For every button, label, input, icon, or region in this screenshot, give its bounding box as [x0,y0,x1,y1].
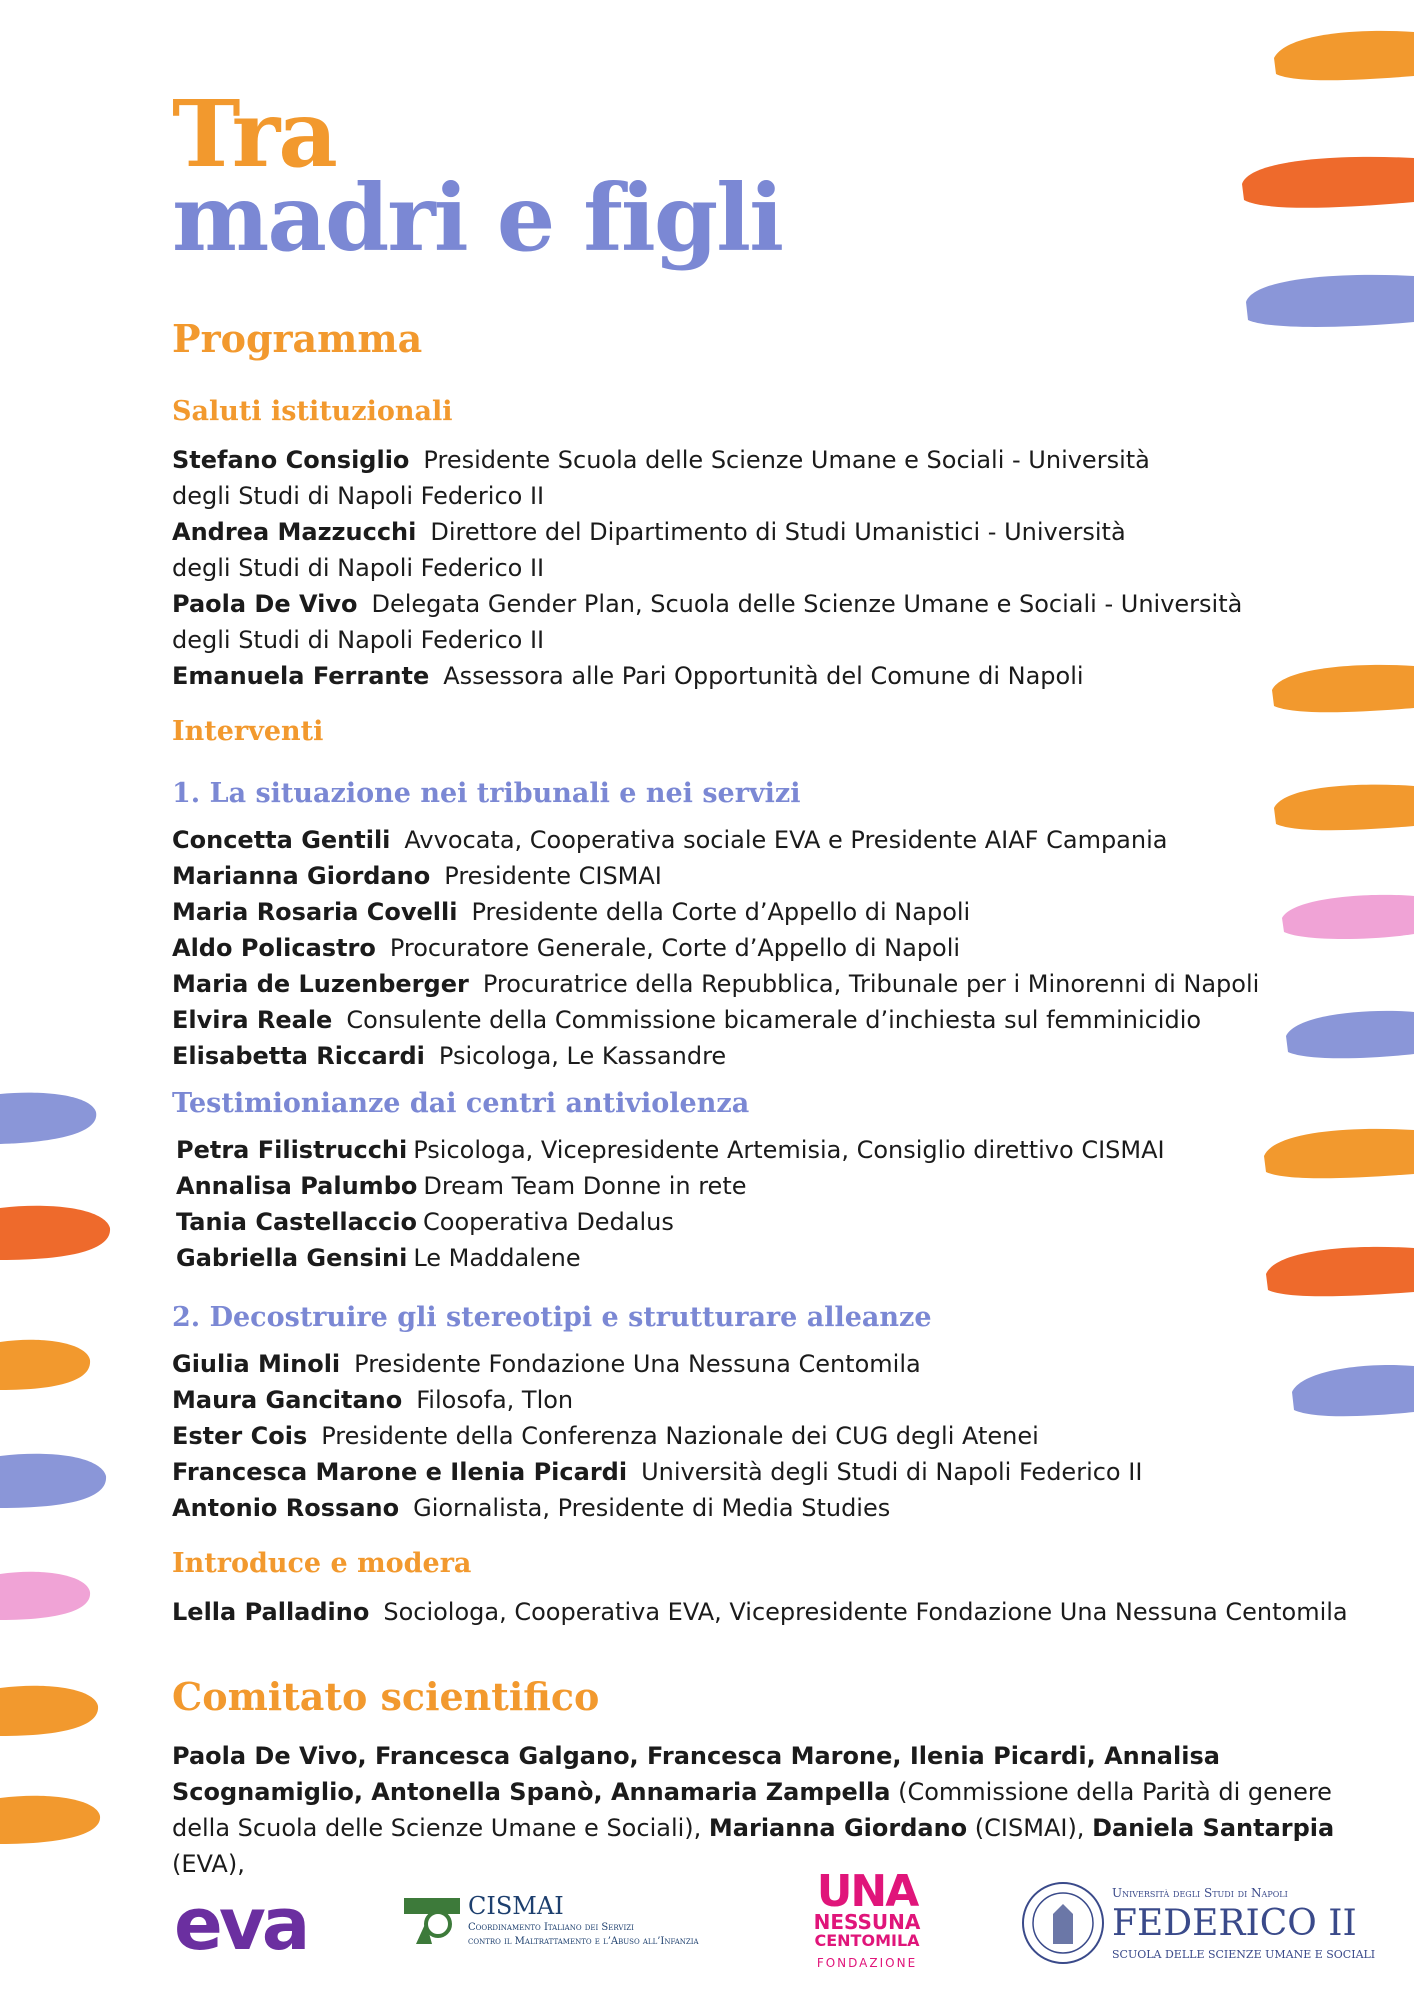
speaker-name: Annalisa Palumbo [176,1172,418,1200]
speaker-name: Gabriella Gensini [176,1244,408,1272]
decor-blob-red [1260,1244,1414,1298]
federico-ii-logo [1016,1874,1376,1974]
speaker-role: Procuratrice della Repubblica, Tribunale per i Minorenni di Napoli [482,970,1260,998]
comitato-note-2: (CISMAI), [967,1814,1093,1842]
decor-blob-orange [0,1790,102,1848]
decor-blob-blue [1240,268,1414,330]
cismai-logo [402,1892,722,1952]
section2-list [172,1346,1142,1526]
decor-blob-blue [1280,1008,1414,1060]
speaker-row [176,1168,1165,1204]
speaker-role: Le Maddalene [413,1244,581,1272]
speaker-role: Dream Team Donne in rete [423,1172,747,1200]
speaker-row [172,1594,1348,1630]
testimonianze-heading: Testimionianze dai centri antiviolenza [172,1088,750,1119]
comitato-note-1: (Commissione della Parità di genere della Scuola delle Scienze Umane e Sociali), [172,1778,1332,1842]
speaker-role: Sociologa, Cooperativa EVA, Vicepresidente Fondazione Una Nessuna Centomila [383,1598,1348,1626]
decor-blob-blue [0,1086,98,1148]
speaker-row [172,1418,1142,1454]
speaker-role: Presidente della Corte d’Appello di Napoli [471,898,971,926]
speaker-name: Marianna Giordano [172,862,431,890]
title-line-2: madri e figli [172,164,783,272]
una-text: UNA [816,1866,918,1917]
speaker-name: Stefano Consiglio [172,446,410,474]
decor-blob-red [1236,150,1414,210]
speaker-role: Presidente Fondazione Una Nessuna Centomila [354,1350,921,1378]
speaker-row [172,1002,1259,1038]
speaker-role: Avvocata, Cooperativa sociale EVA e Presidente AIAF Campania [404,826,1168,854]
speaker-row [172,858,1259,894]
decor-blob-orange [0,1680,100,1740]
speaker-row [172,966,1259,1002]
speaker-row [172,1454,1142,1490]
speaker-role: Giornalista, Presidente di Media Studies [413,1494,891,1522]
speaker-name: Ester Cois [172,1422,308,1450]
decor-blob-orange [1268,780,1414,832]
speaker-name: Concetta Gentili [172,826,391,854]
speaker-row [172,586,1242,622]
speaker-role: Presidente CISMAI [444,862,662,890]
fondazione-text: FONDAZIONE [816,1956,918,1970]
speaker-role: Direttore del Dipartimento di Studi Umanistici - Università [430,518,1126,546]
speaker-name: Giulia Minoli [172,1350,341,1378]
section2-heading: 2. Decostruire gli stereotipi e strutturare alleanze [172,1302,932,1333]
nessuna-text: NESSUNA [813,1910,921,1934]
decor-blob-pink [0,1566,92,1624]
speaker-role: Psicologa, Le Kassandre [438,1042,727,1070]
programma-heading: Programma [172,316,423,361]
section1-list [172,822,1259,1074]
speaker-row [172,658,1242,694]
decor-blob-orange [1266,660,1414,714]
decor-blob-pink [1276,892,1414,940]
speaker-row [172,1490,1142,1526]
eva-logo-text: eva [174,1882,307,1966]
speaker-name: Emanuela Ferrante [172,662,430,690]
comitato-heading: Comitato scientifico [172,1674,600,1719]
speaker-name: Maria Rosaria Covelli [172,898,458,926]
saluti-heading: Saluti istituzionali [172,396,453,427]
speaker-role: Cooperativa Dedalus [423,1208,674,1236]
speaker-name: Lella Palladino [172,1598,370,1626]
decor-blob-blue [1286,1362,1414,1418]
speaker-row [172,1346,1142,1382]
cismai-subtitle-2: contro il Maltrattamento e l’Abuso all’Infanzia [468,1936,699,1947]
decor-blob-orange [1266,28,1414,82]
speaker-role: Università degli Studi di Napoli Federico II [641,1458,1143,1486]
eva-logo [174,1882,320,1966]
speaker-row [172,1382,1142,1418]
speaker-name: Antonio Rossano [172,1494,400,1522]
federico-school: SCUOLA DELLE SCIENZE UMANE E SOCIALI [1112,1948,1376,1961]
speaker-role: Procuratore Generale, Corte d’Appello di Napoli [389,934,961,962]
speaker-name: Elvira Reale [172,1006,333,1034]
speaker-row [172,822,1259,858]
cismai-name: CISMAI [468,1892,564,1920]
speaker-name: Andrea Mazzucchi [172,518,417,546]
speaker-row [172,514,1242,550]
speaker-role: Delegata Gender Plan, Scuola delle Scienze Umane e Sociali - Università [371,590,1243,618]
speaker-role: Psicologa, Vicepresidente Artemisia, Consiglio direttivo CISMAI [413,1136,1165,1164]
speaker-name: Francesca Marone e Ilenia Picardi [172,1458,628,1486]
speaker-name: Maria de Luzenberger [172,970,469,998]
speaker-role-cont: degli Studi di Napoli Federico II [172,626,545,654]
decor-blob-orange [0,1334,92,1394]
speaker-name: Maura Gancitano [172,1386,403,1414]
una-nessuna-centomila-logo [802,1866,932,1982]
speaker-role: Presidente Scuola delle Scienze Umane e Sociali - Università [423,446,1150,474]
centomila-text: CENTOMILA [814,1931,920,1950]
comitato-note-3: (EVA), [172,1850,245,1878]
speaker-row [172,442,1242,478]
university-seal-icon [1020,1880,1106,1966]
speaker-row [172,1038,1259,1074]
speaker-name: Paola De Vivo [172,590,358,618]
speaker-row [176,1240,1165,1276]
speaker-role: Presidente della Conferenza Nazionale dei CUG degli Atenei [321,1422,1039,1450]
interventi-heading: Interventi [172,716,324,747]
testimonianze-list [176,1132,1165,1276]
decor-blob-red [0,1200,112,1264]
cismai-emblem-icon [402,1894,466,1950]
speaker-row [176,1132,1165,1168]
section1-heading: 1. La situazione nei tribunali e nei servizi [172,778,801,809]
comitato-names-3: Daniela Santarpia [1092,1814,1335,1842]
federico-university-name: Università degli Studi di Napoli [1112,1886,1288,1900]
speaker-row [176,1204,1165,1240]
speaker-role: Consulente della Commissione bicamerale d’inchiesta sul femminicidio [346,1006,1202,1034]
speaker-row [172,894,1259,930]
comitato-members [172,1738,1372,1882]
speaker-role-cont: degli Studi di Napoli Federico II [172,554,545,582]
modera-list [172,1594,1348,1630]
modera-heading: Introduce e modera [172,1548,472,1579]
comitato-names-1: Paola De Vivo, Francesca Galgano, Francesca Marone, Ilenia Picardi, Annalisa Scognamiglio, Antonella Spanò, Annamaria Zampella [172,1742,1220,1806]
cismai-subtitle-1: Coordinamento Italiano dei Servizi [468,1922,634,1933]
speaker-name: Tania Castellaccio [176,1208,417,1236]
decor-blob-blue [0,1448,108,1512]
title-line-1: Tra [172,80,336,188]
speaker-name: Aldo Policastro [172,934,376,962]
speaker-role: Filosofa, Tlon [416,1386,574,1414]
federico-title: FEDERICO II [1112,1903,1357,1944]
speaker-name: Elisabetta Riccardi [172,1042,425,1070]
decor-blob-orange [1258,1126,1414,1180]
speaker-name: Petra Filistrucchi [176,1136,408,1164]
speaker-row [172,930,1259,966]
comitato-names-2: Marianna Giordano [708,1814,968,1842]
speaker-role-cont: degli Studi di Napoli Federico II [172,482,545,510]
saluti-list [172,442,1242,694]
speaker-role: Assessora alle Pari Opportunità del Comune di Napoli [443,662,1084,690]
